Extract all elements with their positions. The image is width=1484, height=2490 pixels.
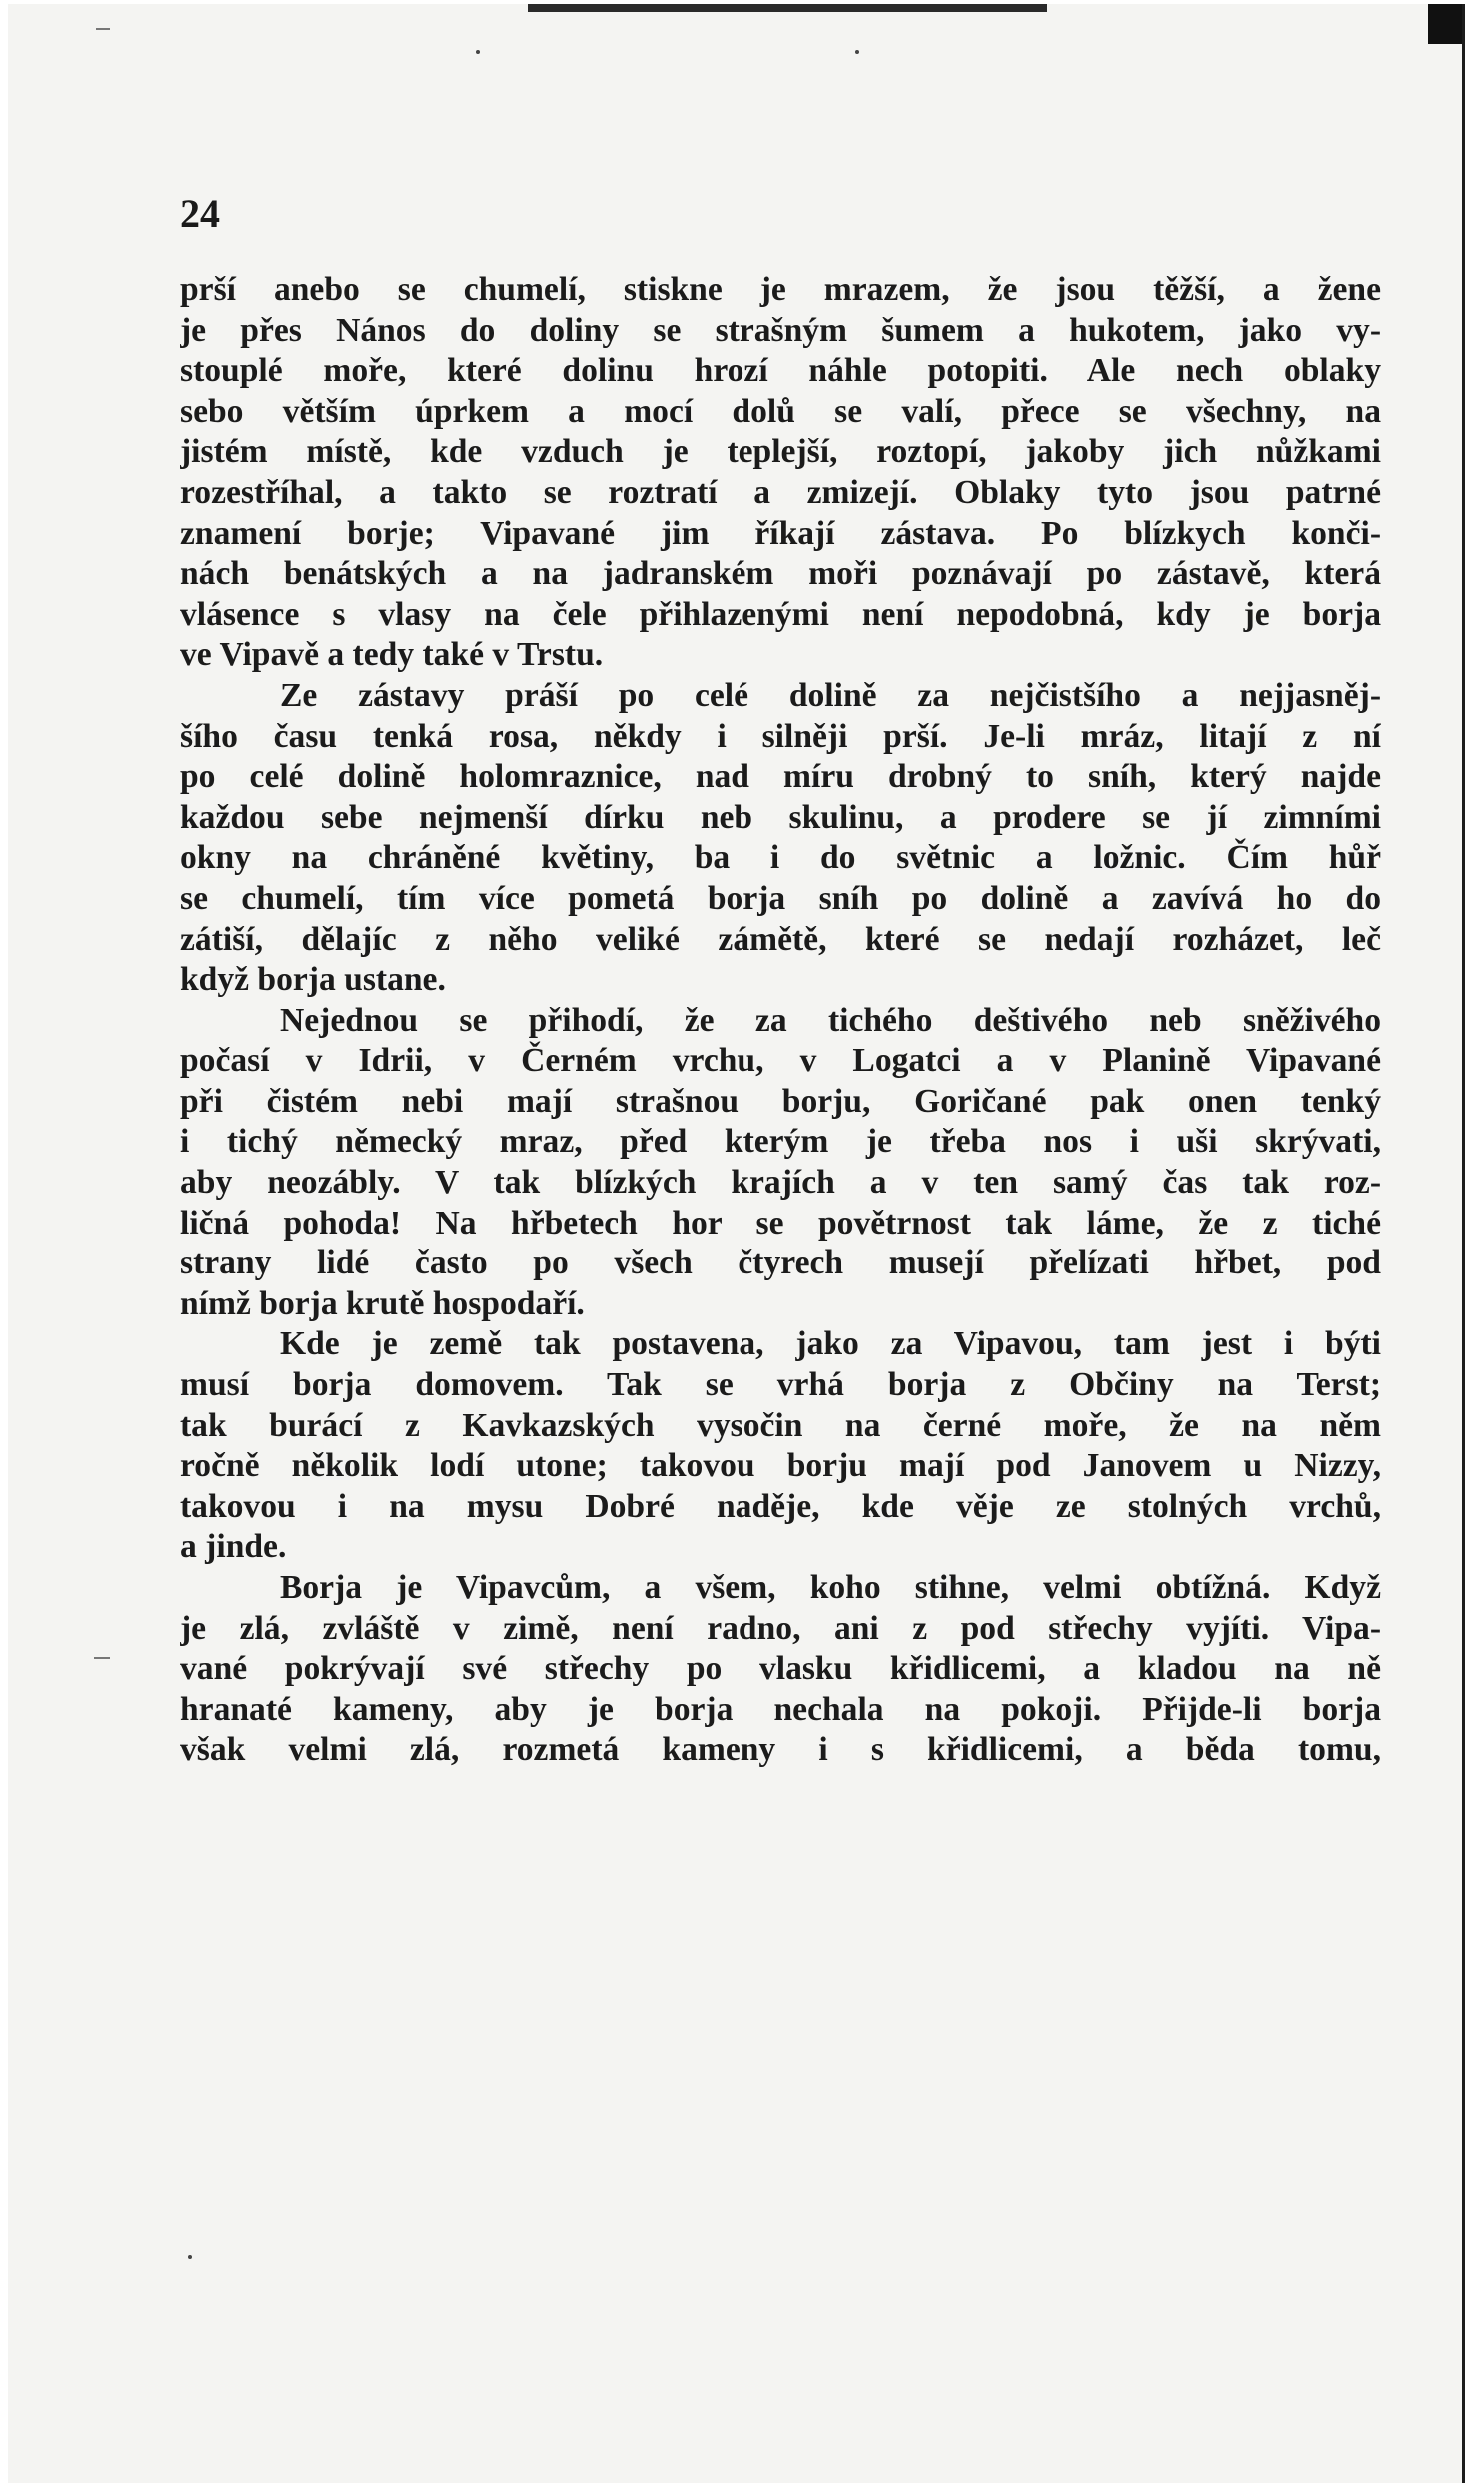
text-line: ročně několik lodí utone; takovou borju mají pod Janovem u Nizzy,	[180, 1447, 1381, 1485]
text-line: nímž borja krutě hospodaří.	[180, 1284, 585, 1322]
text-line: šího času tenká rosa, někdy i silněji prší. Je-li mráz, litají z ní	[180, 717, 1381, 755]
text-line: ve Vipavě a tedy také v Trstu.	[180, 636, 604, 674]
text-line: stouplé moře, které dolinu hrozí náhle potopiti. Ale nech oblaky	[180, 352, 1381, 390]
text-line: Kde je země tak postavena, jako za Vipavou, tam jest i býti	[280, 1325, 1381, 1363]
text-line: tak burácí z Kavkazských vysočin na černé moře, že na něm	[180, 1406, 1381, 1444]
text-line: a jinde.	[180, 1528, 287, 1566]
text-line: okny na chráněné květiny, ba i do světnic a ložnic. Čím hůř	[180, 839, 1381, 877]
text-line: strany lidé často po všech čtyrech musejí přelízati hřbet, pod	[180, 1245, 1381, 1282]
text-line: po celé dolině holomraznice, nad míru drobný to sníh, který najde	[180, 758, 1381, 796]
text-line: každou sebe nejmenší dírku neb skulinu, a prodere se jí zimními	[180, 798, 1381, 836]
scan-mark	[96, 28, 110, 30]
text-line: zátiší, dělajíc z něho veliké zámětě, které se nedají rozházet, leč	[180, 920, 1381, 958]
text-line: aby neozábly. V tak blízkých krajích a v ten samý čas tak roz-	[180, 1164, 1381, 1202]
text-line: se chumelí, tím více pometá borja sníh po dolině a zavívá ho do	[180, 879, 1381, 917]
text-line: Borja je Vipavcům, a všem, koho stihne, velmi obtížná. Když	[280, 1569, 1381, 1606]
text-line: počasí v Idrii, v Černém vrchu, v Logatci a v Planině Vipavané	[180, 1042, 1381, 1080]
text-line: je zlá, zvláště v zimě, není radno, ani z pod střechy vyjíti. Vipa-	[180, 1609, 1381, 1647]
text-line: Nejednou se přihodí, že za tichého deštivého neb sněživého	[280, 1001, 1381, 1039]
text-line: i tichý německý mraz, před kterým je třeba nos i uši skrývati,	[180, 1123, 1381, 1161]
text-line: musí borja domovem. Tak se vrhá borja z Občiny na Terst;	[180, 1366, 1381, 1404]
text-line: jistém místě, kde vzduch je teplejší, roztopí, jakoby jich nůžkami	[180, 433, 1381, 471]
text-line: však velmi zlá, rozmetá kameny i s křidlicemi, a běda tomu,	[180, 1731, 1381, 1769]
text-line: takovou i na mysu Dobré naděje, kde věje ze stolných vrchů,	[180, 1487, 1381, 1525]
text-line: znamení borje; Vipavané jim říkají zástava. Po blízkych konči-	[180, 514, 1381, 552]
text-line: když borja ustane.	[180, 961, 446, 999]
scan-mark	[94, 1657, 110, 1659]
scan-speck	[188, 2255, 192, 2259]
text-line: při čistém nebi mají strašnou borju, Goričané pak onen tenký	[180, 1082, 1381, 1120]
text-line: hranaté kameny, aby je borja nechala na pokoji. Přijde-li borja	[180, 1690, 1381, 1728]
document-page	[8, 4, 1465, 2483]
text-line: ličná pohoda! Na hřbetech hor se povětrnost tak láme, že z tiché	[180, 1204, 1381, 1242]
text-line: rozestříhal, a takto se roztratí a zmizejí. Oblaky tyto jsou patrné	[180, 473, 1381, 511]
text-line: Ze zástavy práší po celé dolině za nejčistšího a nejjasněj-	[280, 676, 1381, 714]
text-line: je přes Nános do doliny se strašným šumem a hukotem, jako vy-	[180, 311, 1381, 349]
scan-speck	[855, 50, 859, 54]
page-number: 24	[180, 191, 220, 236]
scan-edge-top	[528, 4, 1047, 12]
text-line: vlásence s vlasy na čele přihlazenými není nepodobná, kdy je borja	[180, 595, 1381, 633]
text-line: vané pokrývají své střechy po vlasku křidlicemi, a kladou na ně	[180, 1650, 1381, 1688]
text-line: sebo větším úprkem a mocí dolů se valí, přece se všechny, na	[180, 392, 1381, 430]
body-text	[180, 270, 1381, 1771]
scan-speck	[476, 50, 480, 54]
scan-edge-right	[1428, 4, 1462, 44]
text-line: prší anebo se chumelí, stiskne je mrazem, že jsou těžší, a žene	[180, 271, 1381, 308]
text-line: nách benátských a na jadranském moři poznávají po zástavě, která	[180, 555, 1381, 593]
